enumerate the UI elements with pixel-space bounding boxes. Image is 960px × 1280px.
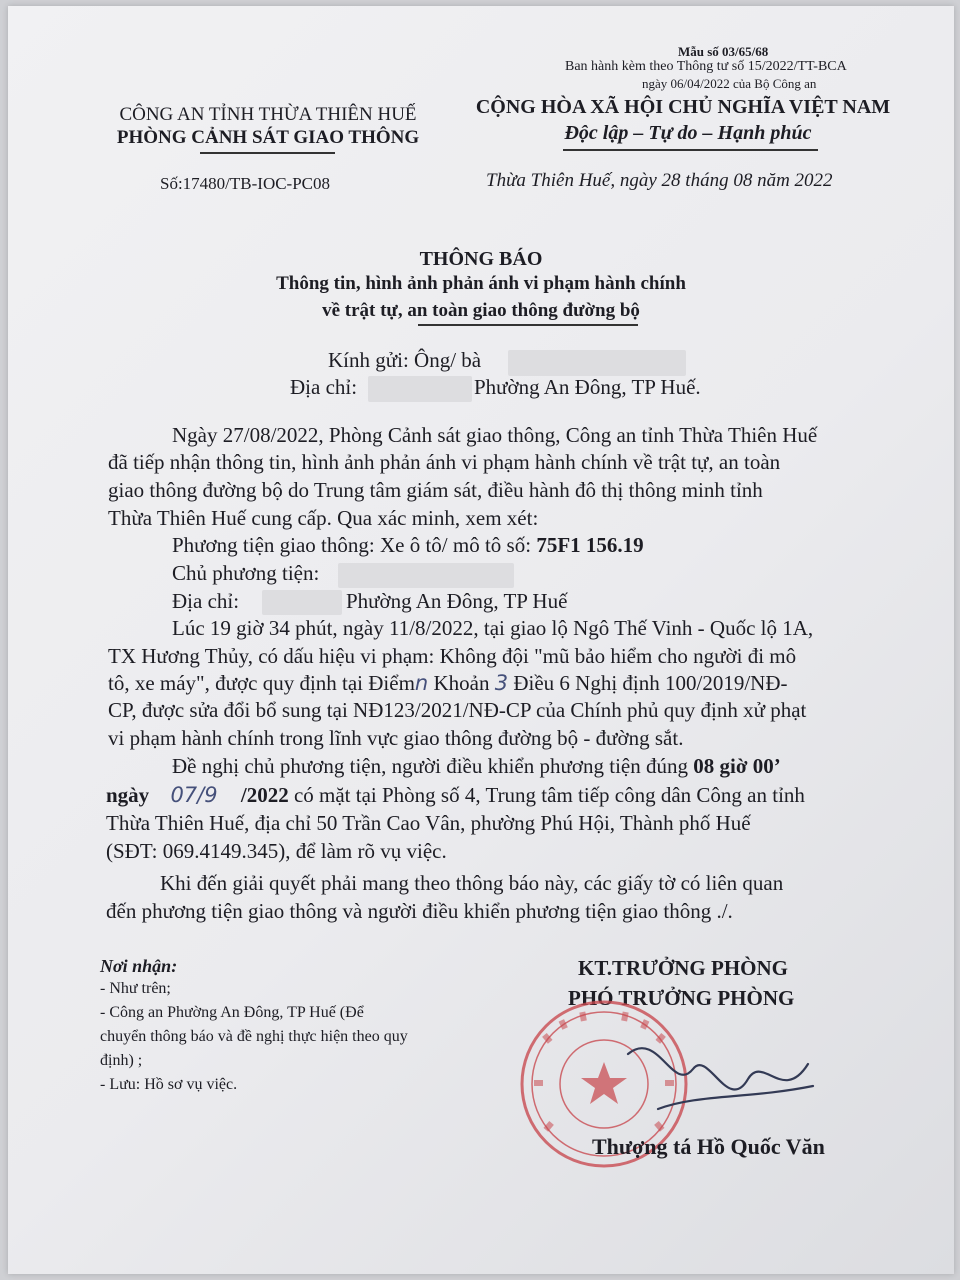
agency-underline [200,152,335,154]
document-page [8,6,954,1274]
notice-subtitle-2: về trật tự, an toàn giao thông đường bộ [322,300,640,321]
redacted-name [508,350,686,376]
appointment-year: /2022 [240,783,289,807]
signature-title-2: PHÓ TRƯỞNG PHÒNG [568,986,795,1010]
recipient-3: - Lưu: Hồ sơ vụ việc. [100,1076,238,1093]
recipient-1: - Như trên; [100,980,171,997]
doc-number: Số:17480/TB-IOC-PC08 [160,174,331,193]
national-title: CỘNG HÒA XÃ HỘI CHỦ NGHĨA VIỆT NAM [475,96,891,118]
signature-title-1: KT.TRƯỞNG PHÒNG [578,956,788,980]
body-p3-line-1 [172,754,781,779]
license-plate: 75F1 156.19 [536,533,644,557]
subtitle-underline [418,324,638,326]
redacted-owner [338,563,514,588]
appointment-time: 08 giờ 00’ [693,754,781,778]
vehicle-line [172,533,644,558]
agency-name: PHÒNG CẢNH SÁT GIAO THÔNG [116,127,420,148]
recipient-2a: - Công an Phường An Đông, TP Huế (Để [100,1004,364,1021]
form-issued-line-2: ngày 06/04/2022 của Bộ Công an [642,76,817,91]
place-date: Thừa Thiên Huế, ngày 28 tháng 08 năm 2022 [486,170,833,191]
recipients-heading: Nơi nhận: [100,956,178,976]
owner-address-label: Địa chỉ: [172,589,240,613]
handwritten-date: 07/9 [170,783,218,807]
body-p1-line-2: đã tiếp nhận thông tin, hình ảnh phản ánh vi phạm hành chính về trật tự, an toàn [108,450,781,474]
handwritten-point: n [414,671,429,695]
body-p3-line-2 [106,783,805,808]
signer-name: Thượng tá Hồ Quốc Văn [592,1134,825,1159]
body-p2-line-2: TX Hương Thủy, có dấu hiệu vi phạm: Không đội "mũ bảo hiểm cho người đi mô [108,644,797,668]
body-p2-line-3c: Điều 6 Nghị định 100/2019/NĐ- [513,671,788,695]
body-p1-line-1: Ngày 27/08/2022, Phòng Cảnh sát giao thông, Công an tỉnh Thừa Thiên Huế [172,423,818,447]
handwritten-clause: 3 [494,671,509,695]
salutation: Kính gửi: Ông/ bà [328,348,482,372]
owner-label: Chủ phương tiện: [172,561,320,585]
form-code: Mẫu số 03/65/68 [678,44,769,59]
body-p3-line-3: Thừa Thiên Huế, địa chỉ 50 Trần Cao Vân, phường Phú Hội, Thành phố Huế [106,811,751,835]
notice-title: THÔNG BÁO [419,248,543,270]
body-p2-line-5: vi phạm hành chính trong lĩnh vực giao thông đường bộ - đường sắt. [108,726,684,750]
national-motto: Độc lập – Tự do – Hạnh phúc [564,122,812,144]
appointment-day-label: ngày [106,783,150,807]
redacted-address [368,376,472,402]
body-p1-line-4: Thừa Thiên Huế cung cấp. Qua xác minh, xem xét: [108,506,539,530]
recipient-2b: chuyển thông báo và đề nghị thực hiện theo quy [100,1028,408,1045]
body-p3-line-1a: Đề nghị chủ phương tiện, người điều khiển phương tiện đúng [172,754,688,778]
form-issued-line-1: Ban hành kèm theo Thông tư số 15/2022/TT-BCA [565,59,847,74]
notice-subtitle-1: Thông tin, hình ảnh phản ánh vi phạm hành chính [276,273,686,294]
body-p3-line-4: (SĐT: 069.4149.345), để làm rõ vụ việc. [106,839,447,863]
body-p1-line-3: giao thông đường bộ do Trung tâm giám sát, điều hành đô thị thông minh tỉnh [108,478,763,502]
body-p2-line-1: Lúc 19 giờ 34 phút, ngày 11/8/2022, tại giao lộ Ngô Thế Vinh - Quốc lộ 1A, [172,616,814,640]
redacted-owner-address [262,590,342,615]
recipient-2c: định) ; [100,1052,143,1069]
address-label: Địa chỉ: [290,375,358,399]
address-text: Phường An Đông, TP Huế. [474,375,701,399]
body-p3-line-2b: có mặt tại Phòng số 4, Trung tâm tiếp công dân Công an tỉnh [293,783,805,807]
body-p4-line-1: Khi đến giải quyết phải mang theo thông báo này, các giấy tờ có liên quan [160,871,784,895]
vehicle-label: Phương tiện giao thông: Xe ô tô/ mô tô số: [172,533,532,557]
motto-underline [563,149,818,151]
body-p2-line-3a: tô, xe máy", được quy định tại Điểm [108,671,415,695]
agency-parent: CÔNG AN TỈNH THỪA THIÊN HUẾ [119,104,417,125]
handwritten-signature [598,1024,838,1134]
body-p4-line-2: đến phương tiện giao thông và người điều khiển phương tiện giao thông ./. [106,899,733,923]
body-p2-line-3b: Khoản [433,671,490,695]
body-p2-line-4: CP, được sửa đổi bổ sung tại NĐ123/2021/NĐ-CP của Chính phủ quy định xử phạt [108,698,807,722]
owner-address-text: Phường An Đông, TP Huế [346,589,568,613]
body-p2-line-3 [108,671,788,696]
